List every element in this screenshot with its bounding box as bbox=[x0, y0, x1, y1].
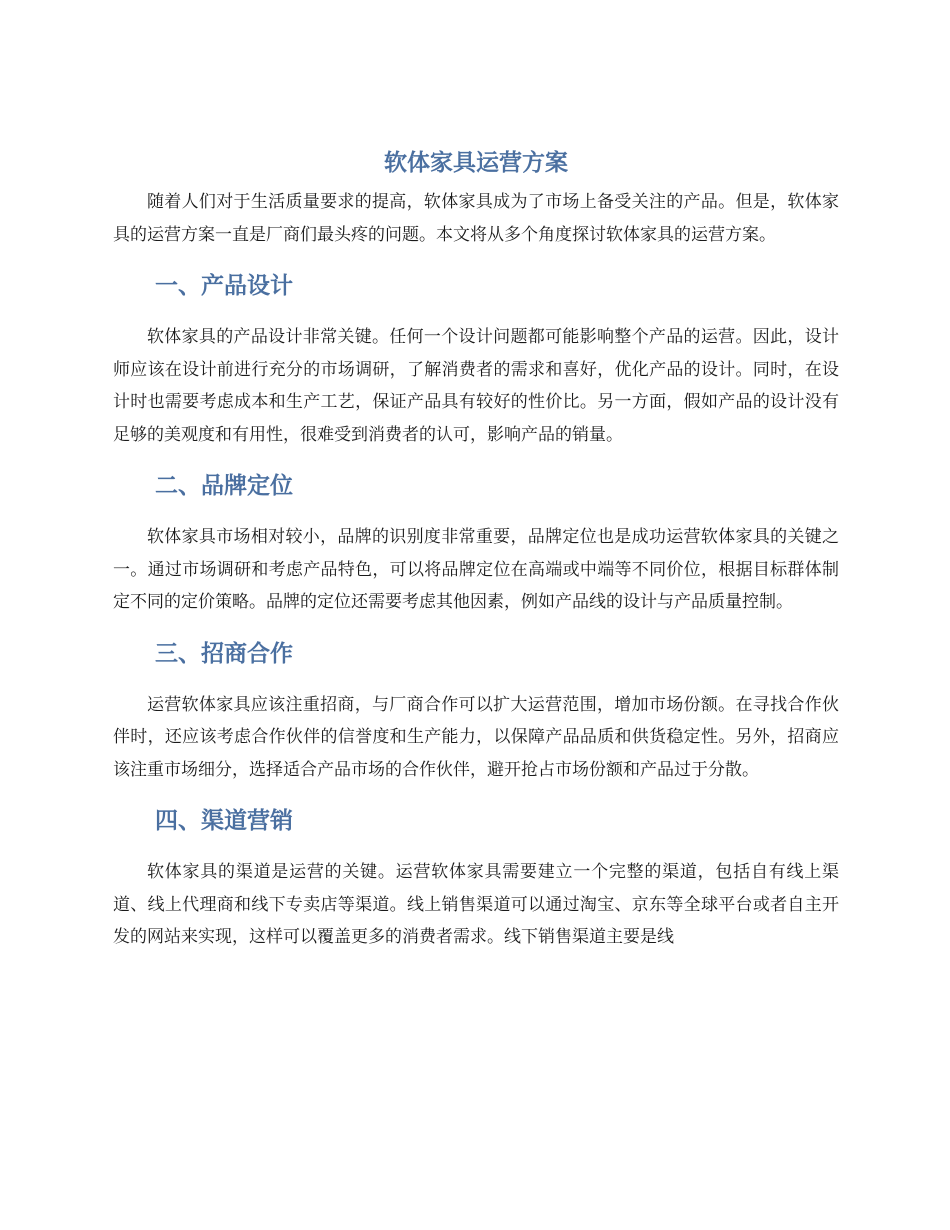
section-body-product-design: 软体家具的产品设计非常关键。任何一个设计问题都可能影响整个产品的运营。因此，设计师应该在设计前进行充分的市场调研，了解消费者的需求和喜好，优化产品的设计。同时，在设计时也需要考虑成本和生产工艺，保证产品具有较好的性价比。另一方面，假如产品的设计没有足够的美观度和有用性，很难受到消费者的认可，影响产品的销量。 bbox=[113, 327, 839, 445]
section-heading-brand-positioning: 二、品牌定位 bbox=[155, 473, 293, 499]
intro-paragraph: 随着人们对于生活质量要求的提高，软体家具成为了市场上备受关注的产品。但是，软体家具的运营方案一直是厂商们最头疼的问题。本文将从多个角度探讨软体家具的运营方案。 bbox=[113, 192, 839, 245]
section-body-channel-marketing: 软体家具的渠道是运营的关键。运营软体家具需要建立一个完整的渠道，包括自有线上渠道、线上代理商和线下专卖店等渠道。线上销售渠道可以通过淘宝、京东等全球平台或者自主开发的网站来实现，这样可以覆盖更多的消费者需求。线下销售渠道主要是线 bbox=[113, 862, 839, 947]
section-heading-investment-cooperation: 三、招商合作 bbox=[155, 640, 293, 667]
document-page bbox=[113, 146, 839, 954]
document-title: 软体家具运营方案 bbox=[384, 150, 568, 176]
section-heading-channel-marketing: 四、渠道营销 bbox=[155, 808, 293, 834]
section-body-investment-cooperation: 运营软体家具应该注重招商，与厂商合作可以扩大运营范围，增加市场份额。在寻找合作伙伴时，还应该考虑合作伙伴的信誉度和生产能力，以保障产品品质和供货稳定性。另外，招商应该注重市场细分，选择适合产品市场的合作伙伴，避开抢占市场份额和产品过于分散。 bbox=[113, 694, 839, 780]
section-heading-product-design: 一、产品设计 bbox=[155, 273, 293, 299]
section-body-brand-positioning: 软体家具市场相对较小，品牌的识别度非常重要，品牌定位也是成功运营软体家具的关键之一。通过市场调研和考虑产品特色，可以将品牌定位在高端或中端等不同价位，根据目标群体制定不同的定价策略。品牌的定位还需要考虑其他因素，例如产品线的设计与产品质量控制。 bbox=[113, 527, 839, 612]
